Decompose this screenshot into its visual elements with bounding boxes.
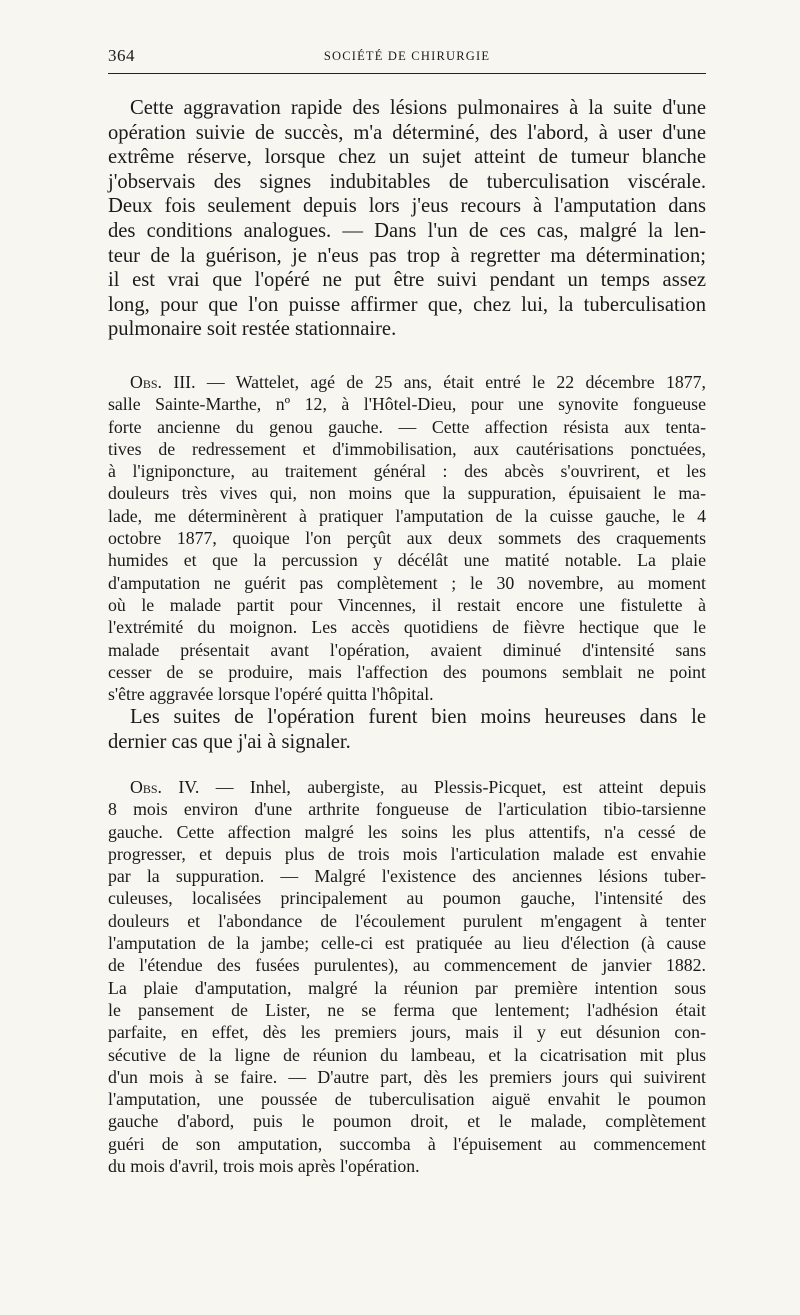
text-line: La plaie d'amputation, malgré la réunion par première intention sous: [108, 977, 706, 998]
header-rule: [108, 73, 706, 74]
text-line: à l'igniponcture, au traitement général : des abcès s'ouvrirent, et les: [108, 461, 706, 482]
text-line: pulmonaire soit restée stationnaire.: [108, 318, 397, 341]
text-line: dernier cas que j'ai à signaler.: [108, 730, 351, 753]
text-line: douleurs très vives qui, non moins que la suppuration, épuisaient le ma-: [108, 483, 706, 504]
text-line: Deux fois seulement depuis lors j'eus recours à l'amputation dans: [108, 195, 706, 218]
text-line: j'observais des signes indubitables de tuberculisation viscérale.: [108, 170, 706, 193]
observation-heading-line: [108, 371, 706, 393]
text-line: parfaite, en effet, dès les premiers jours, mais il y eut désunion con-: [108, 1022, 706, 1043]
text-line: il est vrai que l'opéré ne put être suivi pendant un temps assez: [108, 269, 706, 292]
text-line: guéri de son amputation, succomba à l'épuisement au commencement: [108, 1133, 706, 1154]
text-line: teur de la guérison, je n'eus pas trop à regretter ma détermination;: [108, 244, 706, 267]
observation-label: Obs. IV.: [130, 777, 200, 797]
observation-4: [108, 776, 706, 1177]
text-line: culeuses, localisées principalement au poumon gauche, l'intensité des: [108, 888, 706, 909]
text-line: l'amputation de la jambe; celle-ci est pratiquée au lieu d'élection (à cause: [108, 933, 706, 954]
page-number: 364: [108, 46, 135, 65]
text-line: le pansement de Lister, ne se ferma que lentement; l'adhésion était: [108, 999, 706, 1020]
observation-label: Obs. III.: [130, 372, 196, 392]
text-line: humides et que la percussion y décélât une matité notable. La plaie: [108, 550, 706, 571]
text-line: par la suppuration. — Malgré l'existence des anciennes lésions tuber-: [108, 866, 706, 887]
text-line: malade présentait avant l'opération, avaient diminué d'intensité sans: [108, 639, 706, 660]
paragraph-1: [108, 96, 706, 342]
text-line: de l'étendue des fusées purulentes), au commencement de janvier 1882.: [108, 955, 706, 976]
text-line: douleurs et l'abondance de l'écoulement purulent m'engagent à tenter: [108, 910, 706, 931]
text-line: Les suites de l'opération furent bien moins heureuses dans le: [130, 706, 706, 728]
text-line: gauche. Cette affection malgré les soins les plus attentifs, n'a cessé de: [108, 821, 706, 842]
text-line: des conditions analogues. — Dans l'un de ces cas, malgré la len-: [108, 219, 706, 242]
text-line: d'amputation ne guérit pas complètement ; le 30 novembre, au moment: [108, 572, 706, 593]
text-line: sécutive de la ligne de réunion du lambeau, et la cicatrisation mit plus: [108, 1044, 706, 1065]
text-line: l'amputation, une poussée de tuberculisation aiguë envahit le poumon: [108, 1089, 706, 1110]
observation-heading-line: [108, 776, 706, 798]
text-line: gauche d'abord, puis le poumon droit, et le malade, complètement: [108, 1111, 706, 1132]
text-line: l'extrémité du moignon. Les accès quotidiens de fièvre hectique que le: [108, 617, 706, 638]
text-line: tives de redressement et d'immobilisation, aux cautérisations ponctuées,: [108, 438, 706, 459]
text-line: forte ancienne du genou gauche. — Cette affection résista aux tenta-: [108, 416, 706, 437]
text-line: du mois d'avril, trois mois après l'opération.: [108, 1156, 420, 1177]
text-line: s'être aggravée lorsque l'opéré quitta l'hôpital.: [108, 684, 434, 705]
text-line: cesser de se produire, mais l'affection des poumons semblait ne point: [108, 661, 706, 682]
running-head: [108, 44, 706, 72]
header-title: SOCIÉTÉ DE CHIRURGIE: [323, 49, 491, 63]
text-line: où le malade partit pour Vincennes, il restait encore une fistulette à: [108, 594, 706, 615]
text-line: d'un mois à se faire. — D'autre part, dès les premiers jours qui suivirent: [108, 1066, 706, 1087]
text-line: Cette aggravation rapide des lésions pulmonaires à la suite d'une: [130, 97, 706, 119]
text-line: salle Sainte-Marthe, nº 12, à l'Hôtel-Dieu, pour une synovite fongueuse: [108, 394, 706, 415]
paragraph-2: [108, 705, 706, 754]
text-run: — Wattelet, agé de 25 ans, était entré le 22 décembre 1877,: [195, 372, 707, 392]
text-line: 8 mois environ d'une arthrite fongueuse de l'articulation tibio-tarsienne: [108, 799, 706, 820]
text-line: extrême réserve, lorsque chez un sujet atteint de tumeur blanche: [108, 146, 706, 169]
text-run: — Inhel, aubergiste, au Plessis-Picquet, est atteint depuis: [199, 777, 706, 797]
text-line: lade, me déterminèrent à pratiquer l'amputation de la cuisse gauche, le 4: [108, 505, 706, 526]
text-line: octobre 1877, quoique l'on perçût aux deux sommets des craquements: [108, 528, 706, 549]
text-line: opération suivie de succès, m'a déterminé, des l'abord, à user d'une: [108, 121, 706, 144]
text-line: long, pour que l'on puisse affirmer que, chez lui, la tuberculisation: [108, 293, 706, 316]
text-line: progresser, et depuis plus de trois mois l'articulation malade est envahie: [108, 843, 706, 864]
observation-3: [108, 371, 706, 705]
